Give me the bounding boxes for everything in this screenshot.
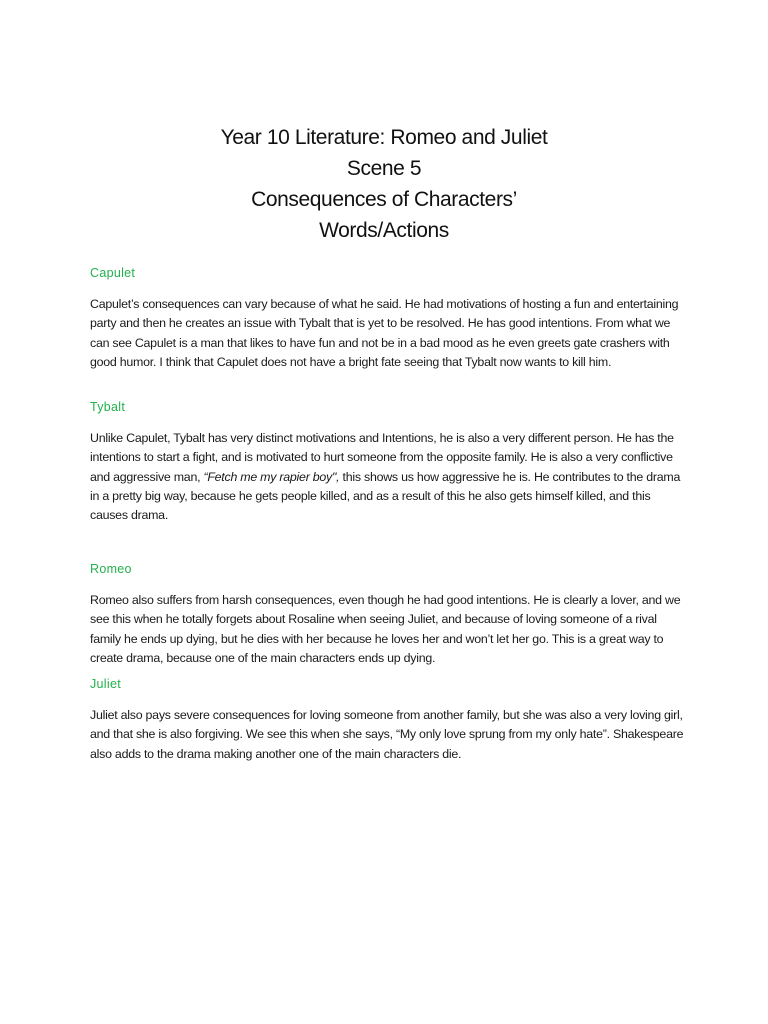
section-body-juliet: Juliet also pays severe consequences for loving someone from another family, but she was also a very loving girl, and that she is also forgiving. We see this when she says, “My only love sprung from my only hate”. Shakespeare also adds to the drama making another one of the main characters die.: [90, 708, 684, 761]
section-heading-tybalt: Tybalt: [90, 400, 126, 414]
section-heading-juliet: Juliet: [90, 677, 121, 691]
title-line-3: Consequences of Characters’: [251, 188, 517, 211]
title-line-2: Scene 5: [346, 157, 422, 180]
section-juliet: [90, 676, 690, 764]
section-tybalt: [90, 399, 690, 525]
title-line-1: Year 10 Literature: Romeo and Juliet: [220, 126, 548, 149]
section-body-romeo: Romeo also suffers from harsh consequences, even though he had good intentions. He is clearly a lover, and we see this when he totally forgets about Rosaline when seeing Juliet, and because of loving someone of a rival family he ends up dying, but he dies with her because he loves her and won’t let her go. This is a great way to create drama, because one of the main characters ends up dying.: [90, 593, 681, 665]
section-body-capulet: Capulet’s consequences can vary because of what he said. He had motivations of hosting a fun and entertaining party and then he creates an issue with Tybalt that is yet to be resolved. He has good intentions. From what we can see Capulet is a man that likes to have fun and not be in a bad mood as he even greets gate crashers with good humor. I think that Capulet does not have a bright fate seeing that Tybalt now wants to kill him.: [90, 297, 679, 369]
section-body-tybalt: [90, 429, 690, 525]
tybalt-body-part-2: this shows us how aggressive he is. He contributes to the drama in a pretty big way, because he gets people killed, and as a result of this he also gets himself killed, and this causes drama.: [90, 469, 681, 523]
tybalt-body-part-1: Unlike Capulet, Tybalt has very distinct motivations and Intentions, he is also a very different person. He has the intentions to start a fight, and is motivated to hurt someone from the opposite family. He is also a very conflictive and aggressive man,: [90, 431, 674, 484]
section-romeo: [90, 561, 690, 668]
document-title: [0, 122, 768, 246]
section-heading-romeo: Romeo: [90, 562, 132, 576]
section-capulet: [90, 265, 690, 372]
section-heading-capulet: Capulet: [90, 266, 136, 280]
tybalt-quote: “Fetch me my rapier boy",: [203, 469, 340, 484]
title-line-4: Words/Actions: [319, 219, 449, 242]
